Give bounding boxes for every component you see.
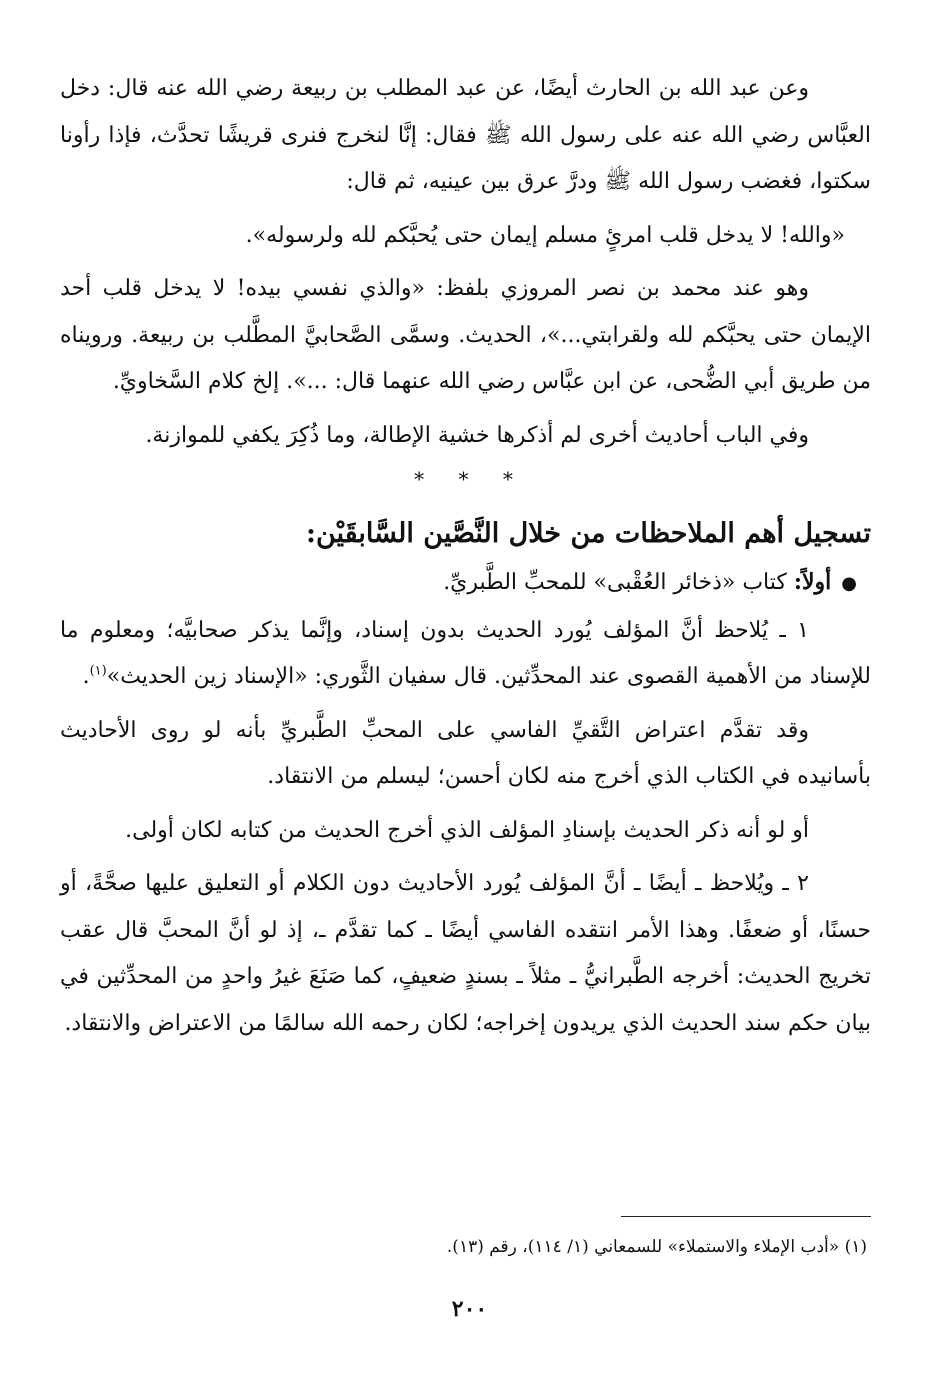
hadith-quote: «والله! لا يدخل قلب امرئٍ مسلم إيمان حتى يُحبَّكم لله ولرسوله». — [245, 222, 845, 248]
bullet-item — [60, 559, 871, 608]
numbered-paragraph: ٢ ـ ويُلاحظ ـ أيضًا ـ أنَّ المؤلف يُورد الأحاديث دون الكلام أو التعليق عليها صحَّةً، أو حسنًا، أو ضعفًا. وهذا الأمر انتقده الفاسي أيضًا ـ كما تقدَّم ـ، إذ لو أنَّ المحبَّ قال عقب تخريج الحديث: أخرجه الطَّبرانيُّ ـ مثلاً ـ بسندٍ ضعيفٍ، كما صَنَعَ غيرُ واحدٍ من المحدِّثين في بيان حكم سند الحديث الذي يريدون إخراجه؛ لكان رحمه الله سالمًا من الاعتراض والانتقاد. — [60, 871, 871, 1036]
paragraph-end: . — [82, 664, 90, 689]
footnote-divider — [621, 1216, 871, 1217]
main-text — [60, 66, 871, 1047]
paragraph: وهو عند محمد بن نصر المروزي بلفظ: «والذي نفسي بيده! لا يدخل قلب أحد الإيمان حتى يحبَّكم لله ولقرابتي...»، الحديث. وسمَّى الصَّحابيَّ المطَّلب بن ربيعة. ورويناه من طريق أبي الضُّحى، عن ابن عبَّاس رضي الله عنهما قال: ...». إلخ كلام السَّخاويِّ. — [60, 276, 871, 394]
footnote: (١) «أدب الإملاء والاستملاء» للسمعاني (١/ ١١٤)، رقم (١٣). — [446, 1237, 867, 1257]
bullet-text: كتاب «ذخائر العُقْبى» للمحبِّ الطَّبريِّ. — [443, 570, 787, 595]
footnote-reference: (١) — [89, 663, 107, 679]
paragraph: وفي الباب أحاديث أخرى لم أذكرها خشية الإطالة، وما ذُكِرَ يكفي للموازنة. — [145, 422, 809, 448]
paragraph-text: ١ ـ يُلاحظ أنَّ المؤلف يُورد الحديث بدون إسناد، وإنَّما يذكر صحابيَّه؛ ومعلوم ما للإسناد من الأهمية القصوى عند المحدِّثين. قال سفيان الثَّوري: «الإسناد زين الحديث» — [60, 617, 871, 689]
page-number: ٢٠٠ — [451, 1296, 488, 1322]
bullet-icon: ● — [841, 573, 857, 594]
paragraph: وقد تقدَّم اعتراض التَّقيِّ الفاسي على المحبِّ الطَّبريِّ بأنه لو روى الأحاديث بأسانيده في الكتاب الذي أخرج منه لكان أحسن؛ ليسلم من الانتقاد. — [60, 717, 871, 789]
section-separator: * * * — [414, 467, 527, 491]
paragraph: أو لو أنه ذكر الحديث بإسنادِ المؤلف الذي أخرج الحديث من كتابه لكان أولى. — [125, 817, 809, 843]
paragraph: وعن عبد الله بن الحارث أيضًا، عن عبد المطلب بن ربيعة رضي الله عنه قال: دخل العبَّاس رضي الله عنه على رسول الله ﷺ فقال: إنَّا لنخرج فنرى قريشًا تحدَّث، فإذا رأونا سكتوا، فغضب رسول الله ﷺ ودرَّ عرق بين عينيه، ثم قال: — [60, 76, 871, 194]
bullet-label: أولاً: — [793, 569, 832, 595]
section-heading: تسجيل أهم الملاحظات من خلال النَّصَّين السَّابقَيْن: — [306, 518, 871, 549]
numbered-paragraph — [60, 608, 871, 701]
